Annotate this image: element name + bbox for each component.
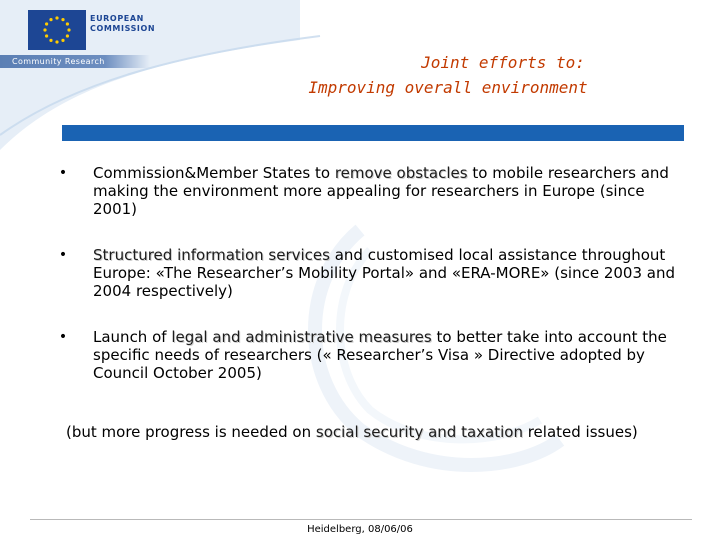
bullet-highlight: remove obstacles (334, 164, 468, 182)
bullet-icon: • (58, 165, 68, 181)
bullet-item (55, 328, 690, 382)
footnote-after: related issues) (522, 423, 638, 441)
organisation-name: EUROPEAN COMMISSION (90, 14, 156, 33)
content (0, 140, 720, 510)
footer-divider (30, 519, 692, 520)
bullet-list (55, 164, 690, 382)
community-research-label: Community Research (0, 55, 150, 68)
bullet-text-before: Commission&Member States to (93, 164, 335, 182)
bullet-icon: • (58, 247, 68, 263)
bullet-text-after: to mobile researchers and making the environment more appealing for researchers in Europe (since 2001) (93, 164, 669, 218)
bullet-item (55, 164, 690, 218)
bullet-text (93, 328, 690, 382)
bullet-text-after: and customised local assistance throughout Europe: «The Researcher’s Mobility Portal» and «ERA-MORE» (since 2003 and 2004 respectively) (93, 246, 675, 300)
title-line-2: Improving overall environment (308, 78, 588, 97)
header (0, 0, 720, 140)
bullet-highlight: legal and administrative measures (171, 328, 432, 346)
eu-flag-icon (28, 10, 86, 50)
bullet-item (55, 246, 690, 300)
bullet-text (93, 246, 690, 300)
footnote (66, 423, 696, 441)
european-commission-logo (28, 10, 188, 58)
title-line-1: Joint efforts to: (421, 53, 585, 72)
bullet-text (93, 164, 690, 218)
title-divider-bar (62, 125, 684, 141)
bullet-highlight: Structured information services (93, 246, 330, 264)
slide-title (230, 50, 666, 100)
bullet-icon: • (58, 329, 68, 345)
footer-place-date: Heidelberg, 08/06/06 (307, 524, 413, 535)
footnote-highlight: social security and taxation (315, 423, 523, 441)
footnote-before: (but more progress is needed on (66, 423, 316, 441)
bullet-text-after: to better take into account the specific needs of researchers (« Researcher’s Visa » Directive adopted by Council October 2005) (93, 328, 667, 382)
bullet-text-before: Launch of (93, 328, 172, 346)
